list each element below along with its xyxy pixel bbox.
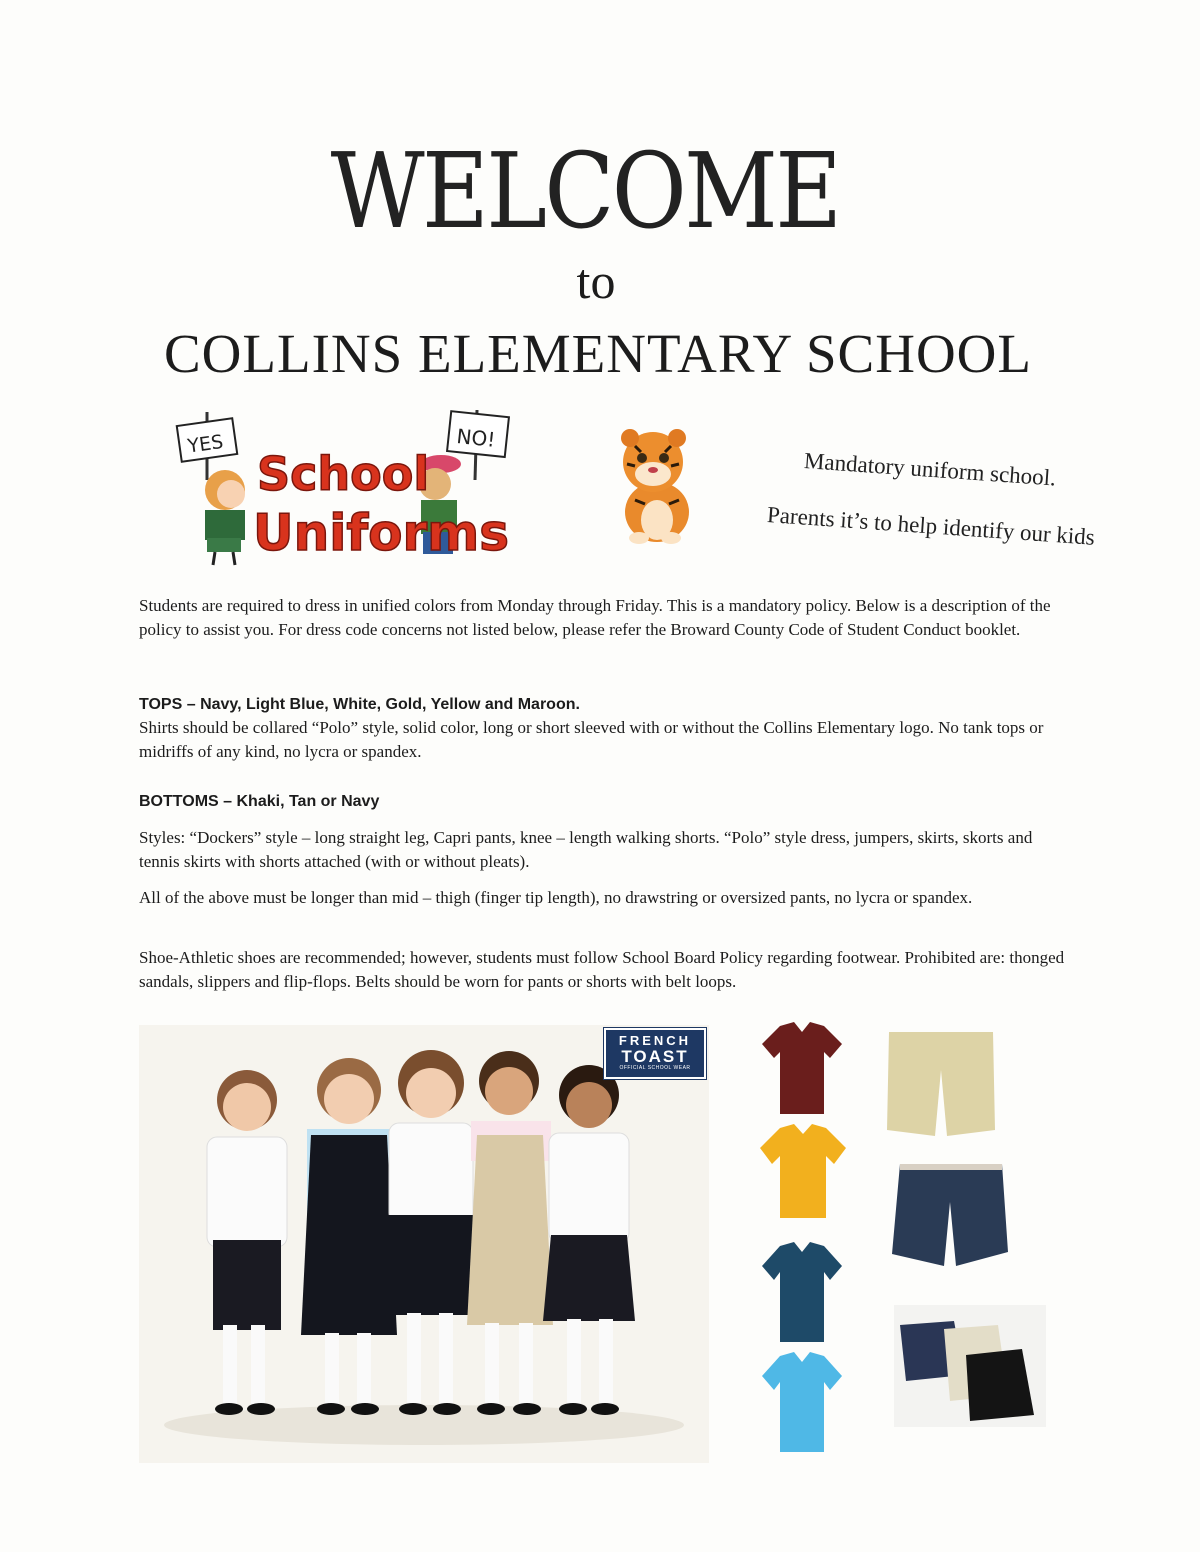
navy-polo-shirt xyxy=(760,1240,845,1345)
tagline-mandatory: Mandatory uniform school. xyxy=(803,448,1057,491)
khaki-shorts xyxy=(885,1030,997,1140)
tagline-parents: Parents it’s to help identify our kids xyxy=(766,502,1096,550)
skorts-photo xyxy=(894,1305,1046,1427)
gold-polo-shirt xyxy=(758,1122,848,1222)
school-name: COLLINS ELEMENTARY SCHOOL xyxy=(164,323,1032,384)
students-illustration xyxy=(139,1025,709,1463)
tops-paragraph: Shirts should be collared “Polo” style, solid color, long or short sleeved with or without the Collins Elementary logo. No tank tops or midriffs of any kind, no lycra or spandex. xyxy=(139,718,1044,761)
welcome-title: WELCOME xyxy=(330,130,840,252)
bottoms-length-paragraph: All of the above must be longer than mid – thigh (finger tip length), no drawstring or oversized pants, no lycra or spandex. xyxy=(139,888,973,907)
welcome-to: to xyxy=(576,253,616,309)
bottoms-heading: BOTTOMS – Khaki, Tan or Navy xyxy=(139,793,380,810)
badge-line2: TOAST xyxy=(621,1047,689,1066)
badge-line3: OFFICIAL SCHOOL WEAR xyxy=(619,1065,691,1071)
navy-shorts xyxy=(890,1162,1010,1272)
light-blue-polo-shirt xyxy=(760,1350,845,1455)
sign-yes-text: YES xyxy=(186,430,225,458)
shoes-paragraph: Shoe-Athletic shoes are recommended; however, students must follow School Board Policy regarding footwear. Prohibited are: thonged sandals, slippers and flip-flops. Belts should be worn for pants or shorts with belt loops. xyxy=(139,948,1065,991)
badge-line1: FRENCH xyxy=(618,1033,692,1048)
logo-uniforms-text: Uniforms xyxy=(253,504,509,562)
skorts-illustration xyxy=(894,1305,1046,1427)
french-toast-badge xyxy=(604,1028,706,1079)
bottoms-styles-paragraph: Styles: “Dockers” style – long straight leg, Capri pants, knee – length walking shorts. “Polo” style dress, jumpers, skirts, skorts and tennis skirts with shorts attached (with or without pleats). xyxy=(139,828,1033,871)
students-uniform-photo xyxy=(139,1025,709,1463)
sign-no-text: NO! xyxy=(455,423,497,452)
tiger-mascot-icon xyxy=(605,420,700,545)
school-uniforms-clipart xyxy=(165,400,545,575)
tops-heading: TOPS – Navy, Light Blue, White, Gold, Yellow and Maroon. xyxy=(139,696,580,713)
intro-paragraph: Students are required to dress in unified colors from Monday through Friday. This is a mandatory policy. Below is a description of the policy to assist you. For dress code concerns not listed below, please refer the Broward County Code of Student Conduct booklet. xyxy=(139,596,1051,639)
logo-school-text: School xyxy=(257,447,430,501)
maroon-polo-shirt xyxy=(760,1018,845,1118)
